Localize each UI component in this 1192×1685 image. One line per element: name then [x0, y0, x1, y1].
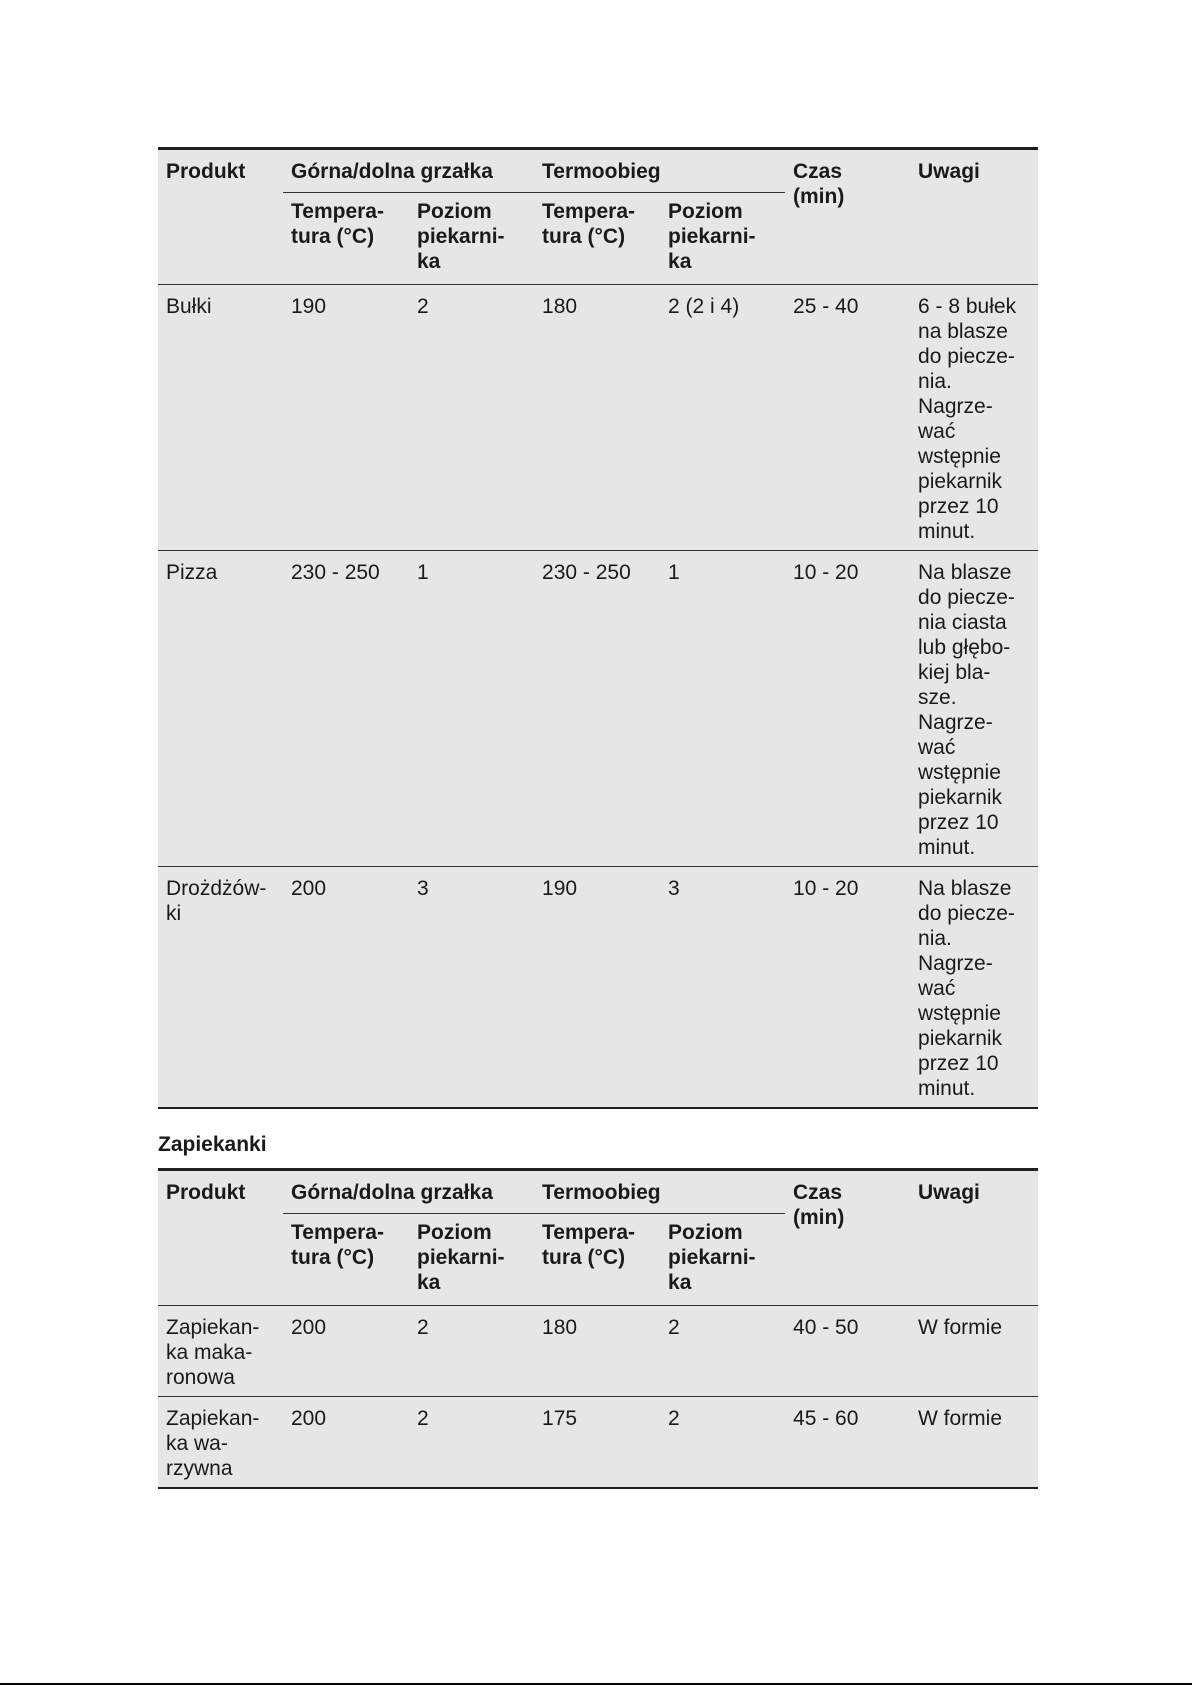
cell-temp-grzalka: 200	[283, 1306, 409, 1397]
header-czas: Czas (min)	[785, 149, 910, 285]
cell-poziom-grzalka: 2	[409, 1397, 534, 1489]
cell-temp-termoobieg: 175	[534, 1397, 660, 1489]
cell-czas: 25 - 40	[785, 285, 910, 551]
header-czas: Czas (min)	[785, 1170, 910, 1306]
cell-produkt: Zapiekan- ka wa- rzywna	[158, 1397, 283, 1489]
cell-produkt: Zapiekan- ka maka- ronowa	[158, 1306, 283, 1397]
cell-czas: 10 - 20	[785, 867, 910, 1109]
header-poziom-grzalka: Poziom piekarni- ka	[409, 1214, 534, 1306]
cell-uwagi: W formie	[910, 1397, 1038, 1489]
cell-uwagi: Na blasze do piecze- nia ciasta lub głębo- kiej bla- sze. Nagrze- wać wstępnie piekarnik przez 10 minut.	[910, 551, 1038, 867]
cell-poziom-termoobieg: 2	[660, 1397, 785, 1489]
cell-poziom-termoobieg: 3	[660, 867, 785, 1109]
header-poziom-grzalka: Poziom piekarni- ka	[409, 193, 534, 285]
table-row	[158, 551, 1038, 867]
cell-poziom-termoobieg: 1	[660, 551, 785, 867]
section-title-zapiekanki: Zapiekanki	[158, 1133, 267, 1156]
cell-produkt: Bułki	[158, 285, 283, 551]
cell-produkt: Drożdżów- ki	[158, 867, 283, 1109]
cell-temp-grzalka: 200	[283, 1397, 409, 1489]
header-gorna-dolna-grzalka: Górna/dolna grzałka	[283, 149, 534, 193]
table-row	[158, 285, 1038, 551]
cell-czas: 10 - 20	[785, 551, 910, 867]
cell-uwagi: Na blasze do piecze- nia. Nagrze- wać wstępnie piekarnik przez 10 minut.	[910, 867, 1038, 1109]
header-temperatura-termoobieg: Tempera- tura (°C)	[534, 1214, 660, 1306]
header-poziom-termoobieg: Poziom piekarni- ka	[660, 193, 785, 285]
cell-uwagi: 6 - 8 bułek na blasze do piecze- nia. Nagrze- wać wstępnie piekarnik przez 10 minut.	[910, 285, 1038, 551]
header-gorna-dolna-grzalka: Górna/dolna grzałka	[283, 1170, 534, 1214]
header-termoobieg: Termoobieg	[534, 149, 785, 193]
header-termoobieg: Termoobieg	[534, 1170, 785, 1214]
cell-temp-termoobieg: 190	[534, 867, 660, 1109]
cell-temp-termoobieg: 230 - 250	[534, 551, 660, 867]
cell-produkt: Pizza	[158, 551, 283, 867]
cell-czas: 40 - 50	[785, 1306, 910, 1397]
casserole-table	[158, 1168, 1038, 1489]
cell-temp-grzalka: 190	[283, 285, 409, 551]
cell-poziom-grzalka: 3	[409, 867, 534, 1109]
cell-temp-grzalka: 200	[283, 867, 409, 1109]
header-temperatura-grzalka: Tempera- tura (°C)	[283, 193, 409, 285]
cell-temp-grzalka: 230 - 250	[283, 551, 409, 867]
cell-poziom-termoobieg: 2 (2 i 4)	[660, 285, 785, 551]
cell-poziom-grzalka: 1	[409, 551, 534, 867]
header-uwagi: Uwagi	[910, 149, 1038, 285]
header-uwagi: Uwagi	[910, 1170, 1038, 1306]
cell-poziom-grzalka: 2	[409, 1306, 534, 1397]
table-row	[158, 867, 1038, 1109]
baking-table	[158, 147, 1038, 1109]
header-produkt: Produkt	[158, 1170, 283, 1306]
table-row	[158, 1306, 1038, 1397]
table-row	[158, 1397, 1038, 1489]
cell-temp-termoobieg: 180	[534, 285, 660, 551]
cell-poziom-grzalka: 2	[409, 285, 534, 551]
cell-uwagi: W formie	[910, 1306, 1038, 1397]
header-temperatura-termoobieg: Tempera- tura (°C)	[534, 193, 660, 285]
cell-czas: 45 - 60	[785, 1397, 910, 1489]
header-poziom-termoobieg: Poziom piekarni- ka	[660, 1214, 785, 1306]
header-produkt: Produkt	[158, 149, 283, 285]
cell-poziom-termoobieg: 2	[660, 1306, 785, 1397]
header-temperatura-grzalka: Tempera- tura (°C)	[283, 1214, 409, 1306]
cell-temp-termoobieg: 180	[534, 1306, 660, 1397]
